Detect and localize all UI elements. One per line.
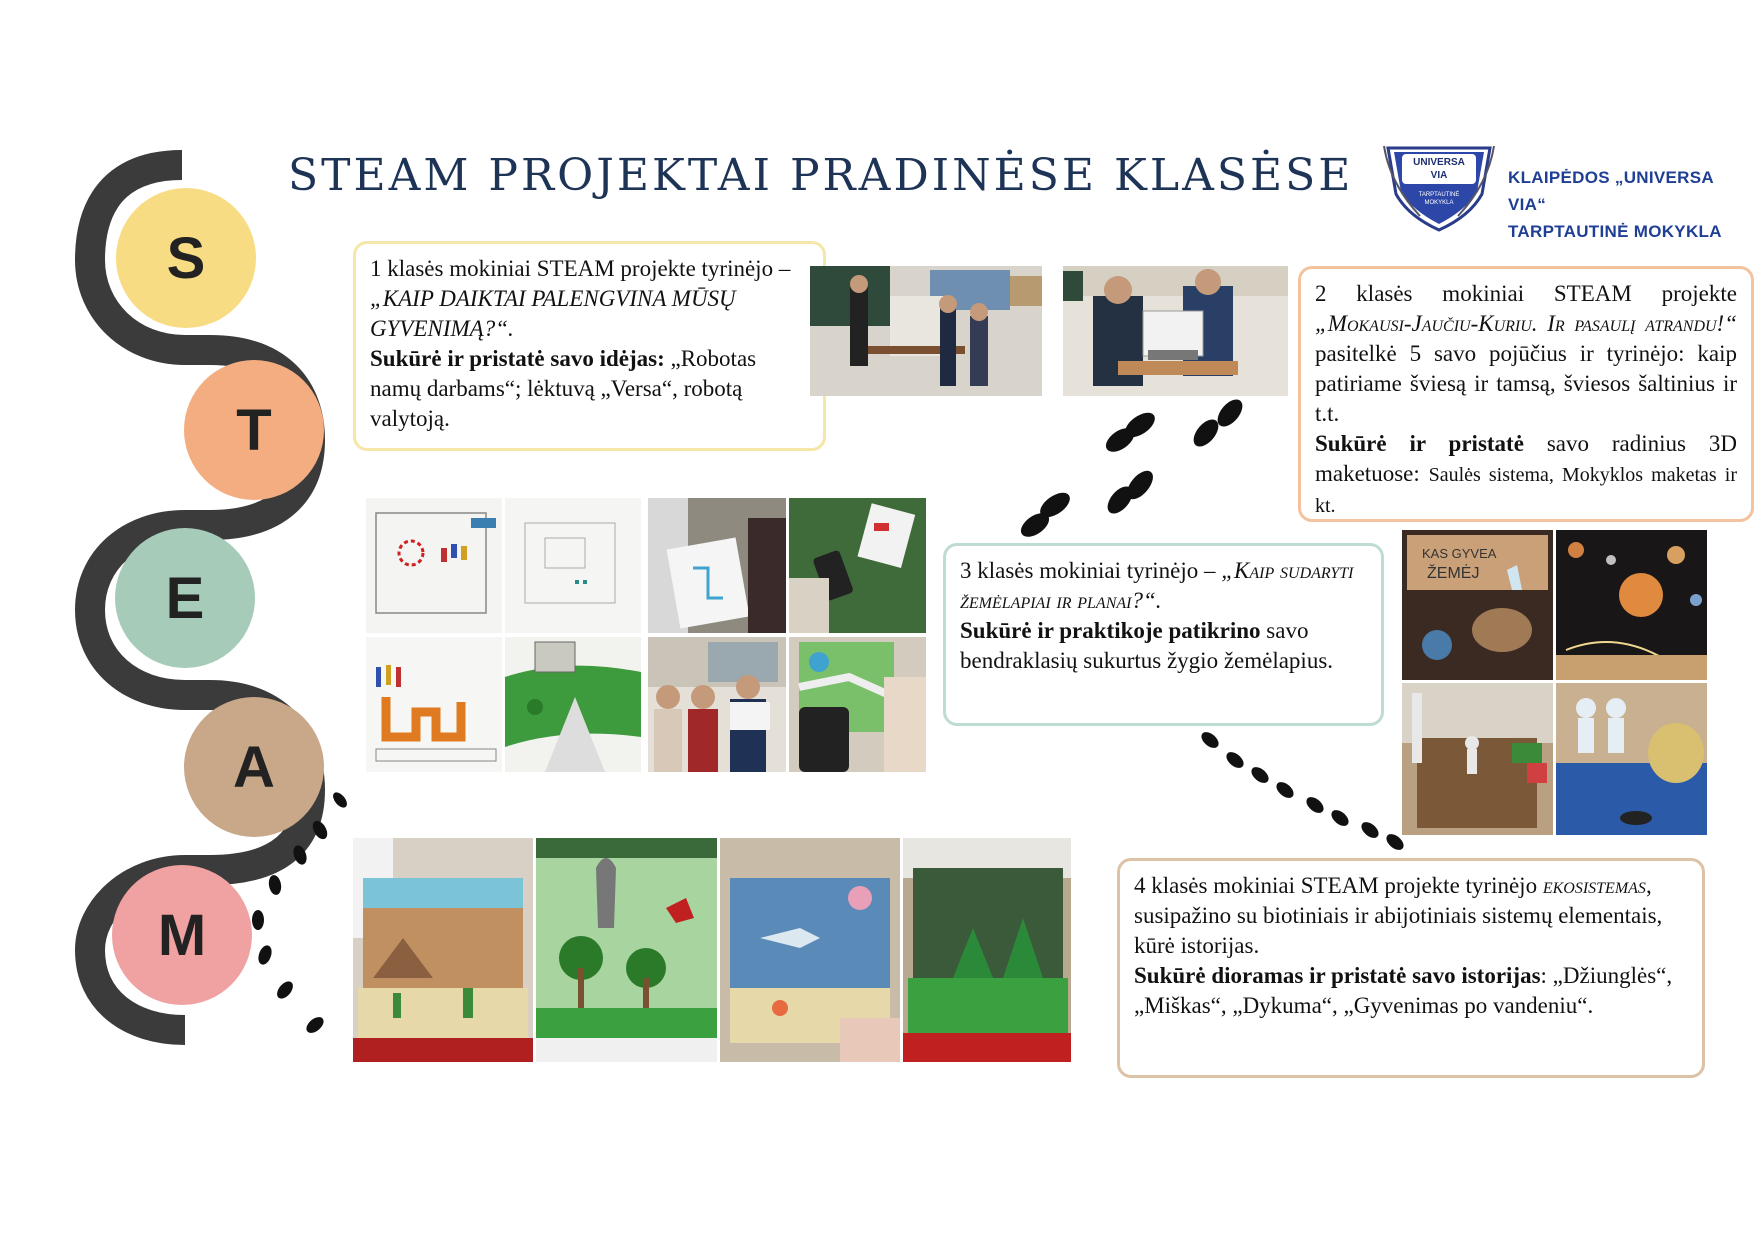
school-name-line-2: TARPTAUTINĖ MOKYKLA [1508, 222, 1722, 241]
grade-2-small: Saulės sistema, Mokyklos maketas ir kt. [1315, 464, 1738, 517]
logo-text-3: TARPTAUTINĖ [1418, 192, 1460, 198]
grade-3-photo-students [648, 637, 786, 772]
steam-letter-a: A [184, 697, 324, 837]
grade-2-rest2: savo radinius 3D maketuose: [1315, 431, 1737, 486]
grade-2-description [1298, 266, 1754, 522]
steam-letter-t: T [184, 360, 324, 500]
footprints-icon [240, 790, 360, 1050]
steam-letter-e: E [115, 528, 255, 668]
grade-2-photo-earth-model [1402, 530, 1553, 680]
grade-3-bold: Sukūrė ir praktikoje patikrino [960, 618, 1261, 643]
grade-3-photo-map-1 [366, 498, 502, 633]
steam-letter-s: S [116, 188, 256, 328]
grade-2-photo-solar-system [1556, 530, 1707, 680]
grade-4-bold: Sukūrė dioramas ir pristatė savo istorijas [1134, 963, 1541, 988]
grade-4-rest1: , susipažino su biotiniais ir abijotiniais sistemų elementais, kūrė istorijas. [1134, 873, 1663, 958]
grade-3-photo-map-hands-2 [789, 637, 926, 772]
logo-text-2: VIA [1430, 170, 1448, 181]
grade-1-photo-classroom [810, 266, 1042, 396]
grade-4-photo-desert-diorama [353, 838, 533, 1062]
grade-3-photo-map-3 [366, 637, 502, 772]
grade-1-bold: Sukūrė ir pristatė savo idėjas: [370, 346, 665, 371]
footprints-icon [1010, 395, 1260, 545]
grade-3-photo-map-hands-1 [648, 498, 786, 633]
grade-1-intro: 1 klasės mokiniai STEAM projekte tyrinėjo – [370, 256, 791, 281]
logo-text-4: MOKYKLA [1424, 200, 1454, 206]
grade-3-rest: savo bendraklasių sukurtus žygio žemėlapius. [960, 618, 1334, 673]
school-name [1508, 164, 1754, 245]
grade-1-photo-robot [1063, 266, 1288, 396]
grade-2-intro: 2 klasės mokiniai STEAM projekte [1315, 281, 1737, 306]
grade-4-photo-forest-diorama [903, 838, 1071, 1062]
grade-4-photo-underwater-diorama [720, 838, 900, 1062]
grade-4-intro: 4 klasės mokiniai STEAM projekte tyrinėjo [1134, 873, 1543, 898]
grade-3-intro: 3 klasės mokiniai tyrinėjo – [960, 558, 1222, 583]
grade-1-project: „KAIP DAIKTAI PALENGVINA MŪSŲ GYVENIMĄ?“. [370, 286, 736, 341]
grade-3-photo-map-2 [505, 498, 641, 633]
grade-4-rest2: : „Džiunglės“, „Miškas“, „Dykuma“, „Gyvenimas po vandeniu“. [1134, 963, 1673, 1018]
grade-2-project: „Mokausi-Jaučiu-Kuriu. Ir pasaulį atrandu!“ [1315, 311, 1737, 336]
grade-3-description [943, 543, 1384, 726]
grade-4-photo-jungle-diorama [536, 838, 717, 1062]
logo-text-1: UNIVERSA [1413, 157, 1465, 168]
grade-2-photo-school-model [1402, 683, 1553, 835]
school-name-line-1: KLAIPĖDOS „UNIVERSA VIA“ [1508, 168, 1714, 214]
steam-letter-m: M [112, 865, 252, 1005]
page-title: STEAM PROJEKTAI PRADINĖSE KLASĖSE [288, 150, 1354, 201]
school-logo-shield-icon [1380, 144, 1498, 232]
grade-3-project: „Kaip sudaryti žemėlapiai ir planai?“. [960, 558, 1354, 613]
footprints-icon [1195, 730, 1410, 850]
grade-2-photo-people-model [1556, 683, 1707, 835]
grade-2-photo-sign-1: KAS GYVEA [1422, 546, 1497, 561]
grade-2-bold: Sukūrė ir pristatė [1315, 431, 1524, 456]
grade-1-description [353, 241, 826, 451]
grade-4-project: ekosistemas [1542, 873, 1646, 898]
grade-1-rest: „Robotas namų darbams“; lėktuvą „Versa“, robotą valytoją. [370, 346, 757, 431]
grade-4-description [1117, 858, 1705, 1078]
grade-2-photo-sign-2: ŽEMĖJ [1427, 565, 1480, 582]
grade-2-rest1: pasitelkė 5 savo pojūčius ir tyrinėjo: kaip patiriame šviesą ir tamsą, šviesos šaltinius ir t.t. [1315, 341, 1737, 426]
grade-3-photo-map-4 [505, 637, 641, 772]
grade-3-photo-map-grass [789, 498, 926, 633]
